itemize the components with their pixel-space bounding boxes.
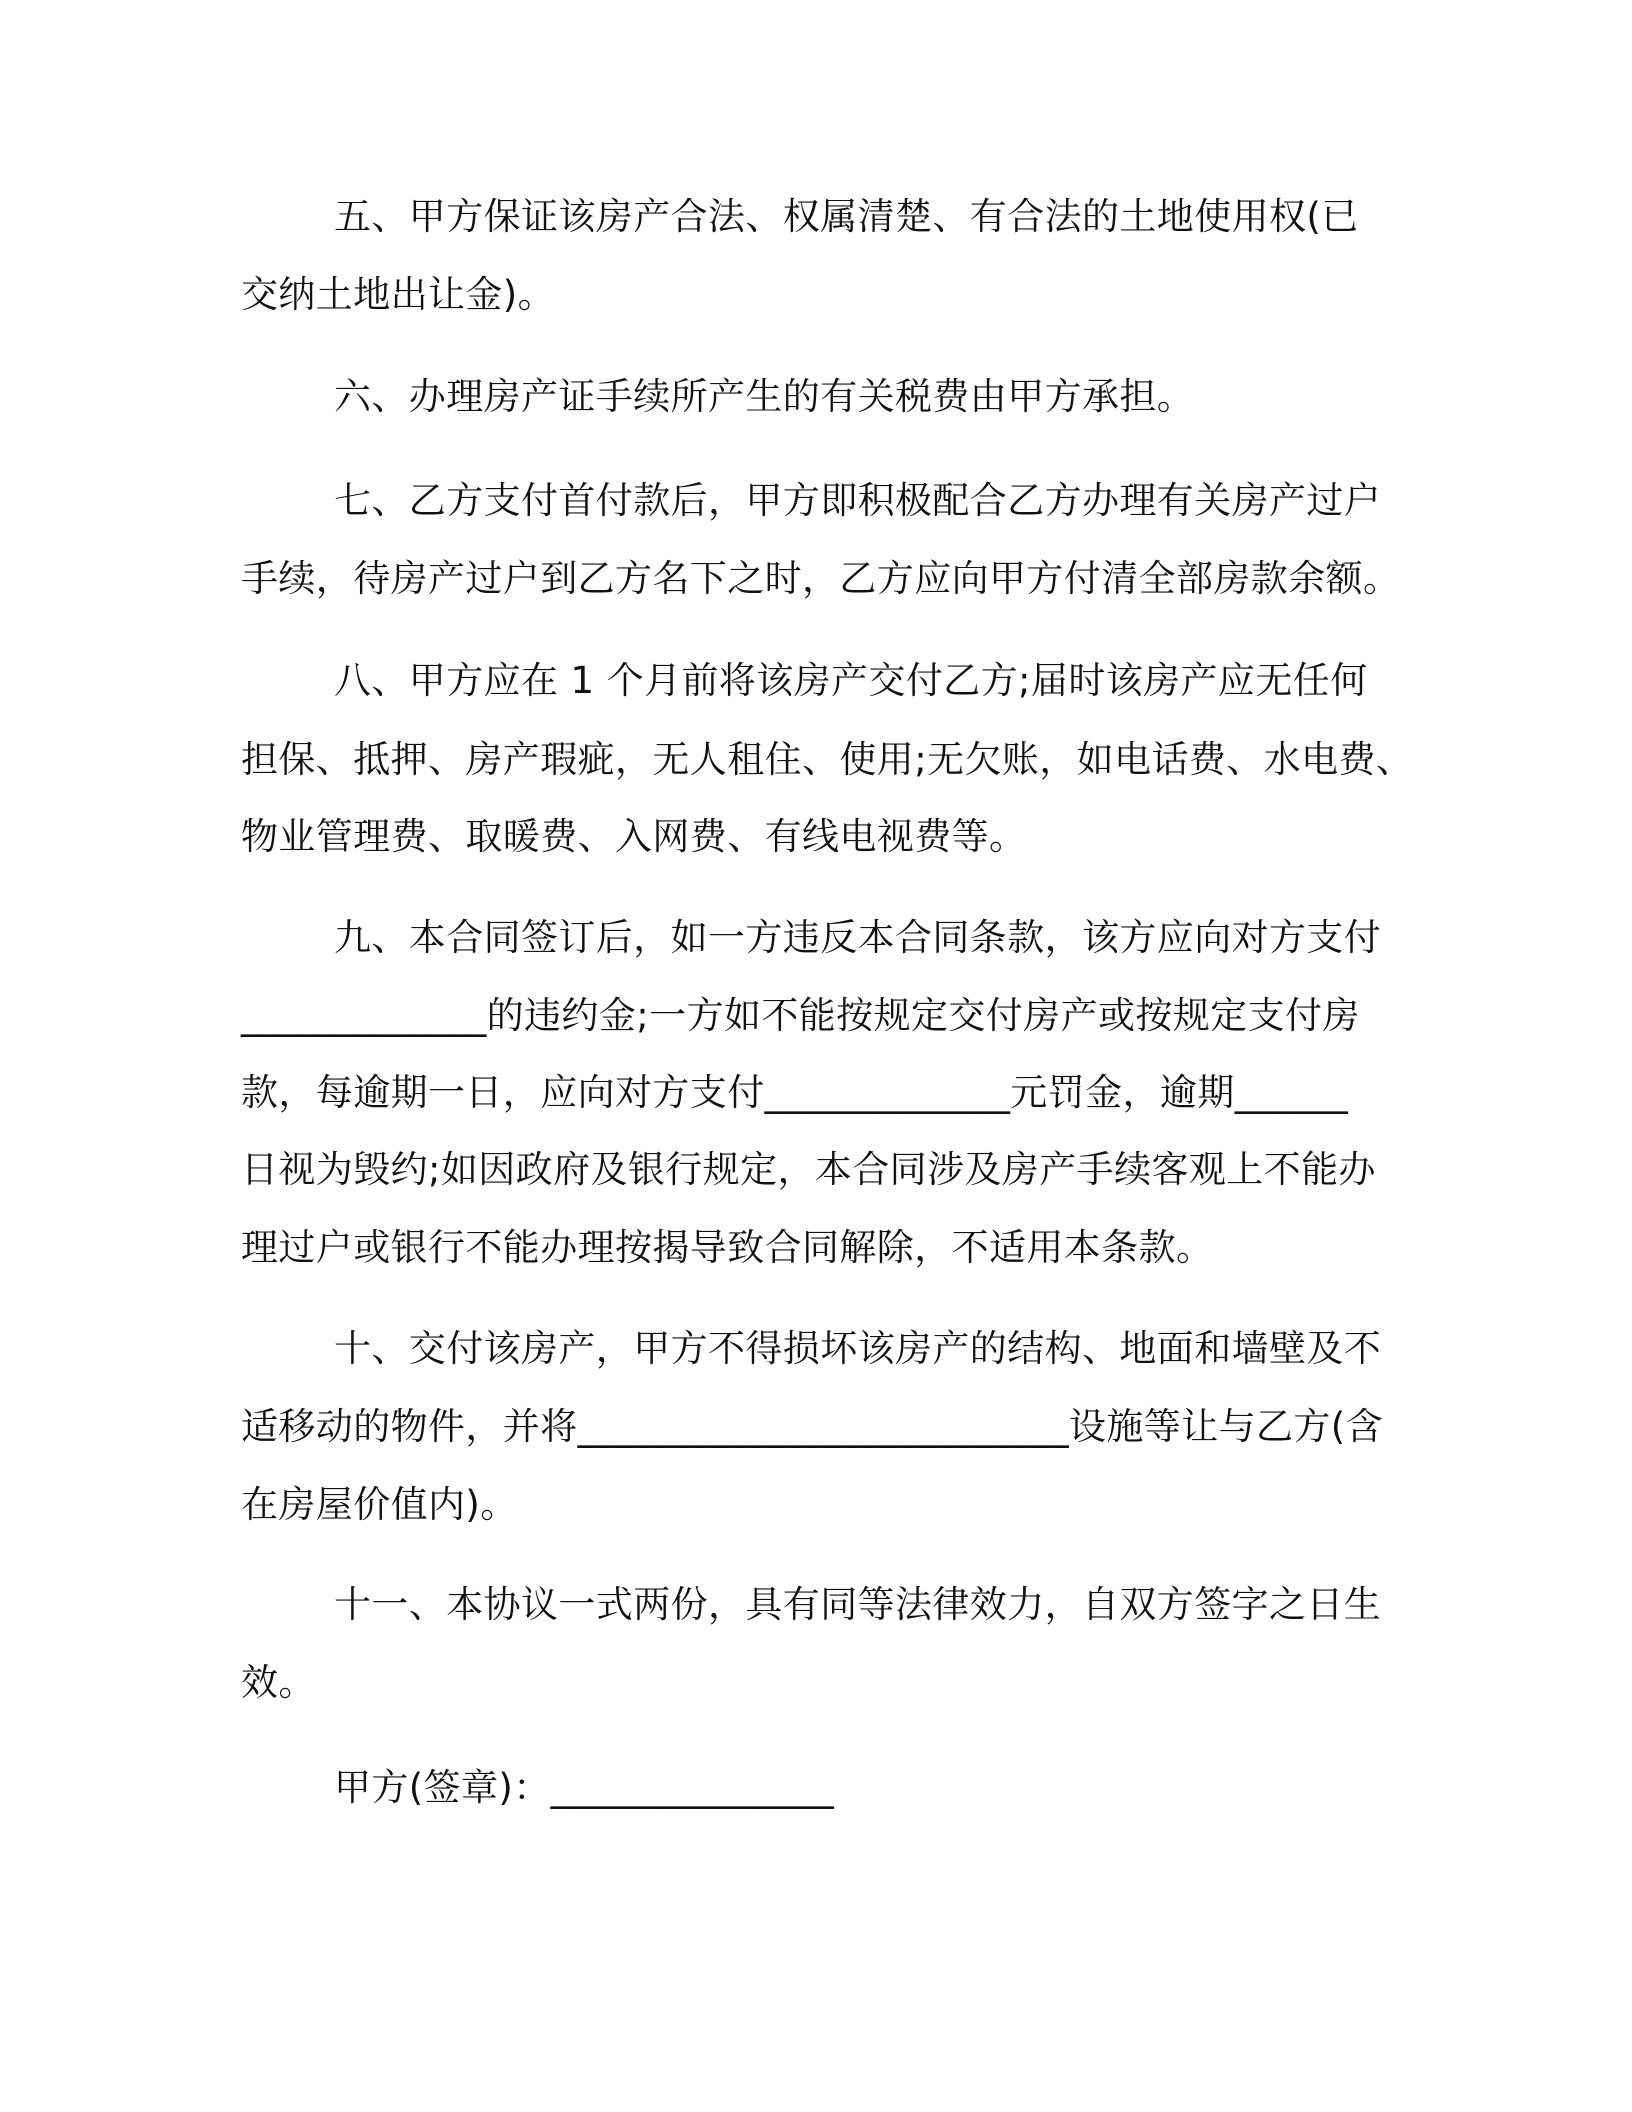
clause-8-line-1: 八、甲方应在 1 个月前将该房产交付乙方;届时该房产应无任何 [334, 659, 1368, 702]
clause-8-line-3: 物业管理费、取暖费、入网费、有线电视费等。 [241, 815, 1027, 858]
clause-11-line-1: 十一、本协议一式两份，具有同等法律效力，自双方签字之日生 [334, 1583, 1382, 1626]
clause-5-line-2: 交纳土地出让金)。 [241, 273, 556, 316]
clause-9-line-1: 九、本合同签订后，如一方违反本合同条款，该方应向对方支付 [334, 916, 1382, 959]
clause-8-line-2: 担保、抵押、房产瑕疵，无人租住、使用;无欠账，如电话费、水电费、 [241, 738, 1414, 781]
clause-11-line-2: 效。 [241, 1661, 316, 1704]
clause-5-line-1: 五、甲方保证该房产合法、权属清楚、有合法的土地使用权(已 [334, 195, 1359, 238]
clause-10-line-2: 适移动的物件，并将__________________________设施等让与乙方(含 [241, 1405, 1384, 1448]
clause-6-line-1: 六、办理房产证手续所产生的有关税费由甲方承担。 [334, 375, 1195, 418]
clause-9-line-2: _____________的违约金;一方如不能按规定交付房产或按规定支付房 [241, 994, 1360, 1037]
clause-9-line-4: 日视为毁约;如因政府及银行规定，本合同涉及房产手续客观上不能办 [241, 1148, 1376, 1191]
clause-7-line-2: 手续，待房产过户到乙方名下之时，乙方应向甲方付清全部房款余额。 [241, 557, 1401, 600]
clause-7-line-1: 七、乙方支付首付款后，甲方即积极配合乙方办理有关房产过户 [334, 479, 1382, 522]
clause-9-line-3: 款，每逾期一日，应向对方支付_____________元罚金，逾期______ [241, 1071, 1349, 1114]
clause-10-line-1: 十、交付该房产，甲方不得损坏该房产的结构、地面和墙壁及不 [334, 1327, 1382, 1370]
party-a-signature-line: 甲方(签章)：_______________ [334, 1766, 835, 1809]
clause-9-line-5: 理过户或银行不能办理按揭导致合同解除，不适用本条款。 [241, 1226, 1214, 1269]
clause-10-line-3: 在房屋价值内)。 [241, 1483, 518, 1526]
